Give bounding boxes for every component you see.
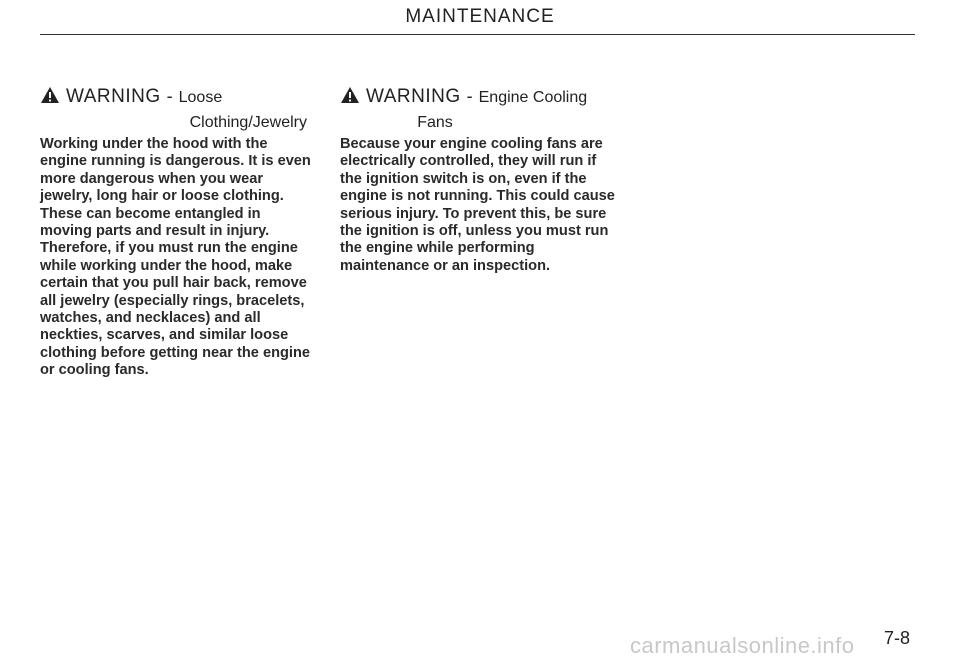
- warning-block-cooling-fans: [340, 84, 620, 275]
- warning-title-continued: Clothing/Jewelry: [189, 114, 307, 131]
- warning-body: Because your engine cooling fans are electrically controlled, they will run if the ignition switch is on, even if the engine is not running. This could cause serious injury. To prevent this, be sure the ignition is off, unless you must run the engine while performing maintenance or an inspection.: [340, 136, 615, 274]
- warning-separator: -: [166, 86, 173, 106]
- warning-block-loose-clothing: [40, 84, 315, 380]
- warning-body: Working under the hood with the engine running is dangerous. It is even more dangerous when you wear jewelry, long hair or loose clothing. These can become entangled in moving parts and result in injury. Therefore, if you must run the engine while working under the hood, make certain that you pull hair back, remove all jewelry (especially rings, bracelets, watches, and necklaces) and all neckties, scarves, and similar loose clothing before getting near the engine or cooling fans.: [40, 136, 311, 379]
- warning-title: Engine Cooling: [478, 89, 588, 106]
- warning-heading: [40, 84, 315, 108]
- warning-label: WARNING: [66, 86, 161, 107]
- warning-title: Loose: [178, 89, 223, 106]
- page-number: 7-8: [884, 628, 911, 648]
- warning-triangle-icon: [340, 86, 360, 104]
- warning-label: WARNING: [366, 86, 461, 107]
- warning-title-continued: Fans: [417, 114, 453, 131]
- warning-separator: -: [466, 86, 473, 106]
- warning-heading: [340, 84, 620, 108]
- watermark: carmanualsonline.info: [630, 633, 855, 658]
- warning-triangle-icon: [40, 86, 60, 104]
- page-title: MAINTENANCE: [405, 6, 555, 27]
- header-divider: [40, 34, 915, 35]
